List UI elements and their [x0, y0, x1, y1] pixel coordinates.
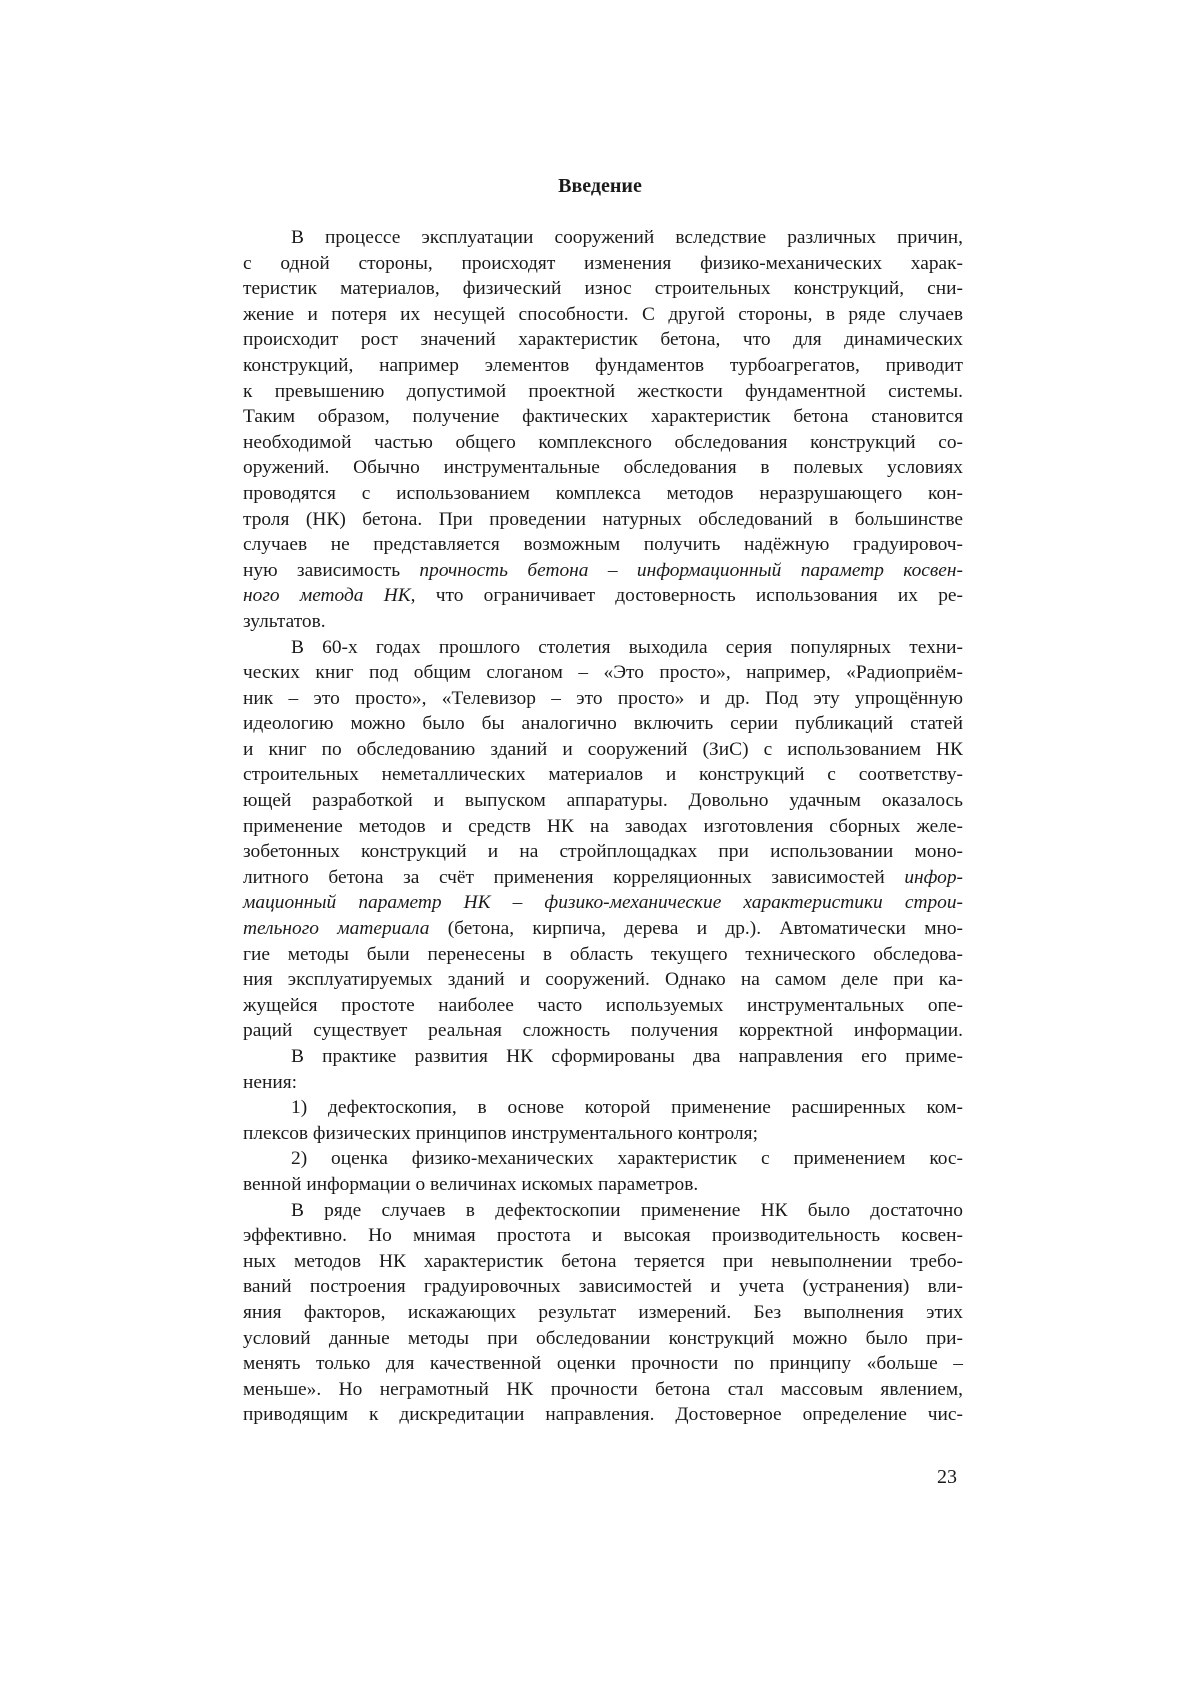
text-line: условий данные методы при обследовании конструкций можно было при- [243, 1327, 963, 1349]
text-line: ющей разработкой и выпуском аппаратуры. Довольно удачным оказалось [243, 790, 963, 812]
italic-text-run: тельного материала [243, 918, 430, 940]
text-line: эффективно. Но мнимая простота и высокая производительность косвен- [243, 1225, 963, 1247]
text-run: (бетона, кирпича, дерева и др.). Автоматически мно- [429, 918, 963, 940]
text-line: к превышению допустимой проектной жесткости фундаментной системы. [243, 380, 963, 402]
text-line: ния эксплуатируемых зданий и сооружений. Однако на самом деле при ка- [243, 969, 963, 991]
text-line: ческих книг под общим слоганом – «Это просто», например, «Радиоприём- [243, 662, 963, 684]
text-line [243, 916, 963, 942]
body-text [243, 225, 963, 1428]
text-line: жение и потеря их несущей способности. С другой стороны, в ряде случаев [243, 303, 963, 325]
text-line: зультатов. [243, 610, 326, 632]
text-line: приводящим к дискредитации направления. Достоверное определение чис- [243, 1404, 963, 1426]
text-run: ную зависимость [243, 559, 420, 581]
text-line: конструкций, например элементов фундаментов турбоагрегатов, приводит [243, 354, 963, 376]
text-line: яния факторов, искажающих результат измерений. Без выполнения этих [243, 1301, 963, 1323]
text-line: плексов физических принципов инструментального контроля; [243, 1122, 758, 1144]
text-line: В процессе эксплуатации сооружений вследствие различных причин, [291, 227, 963, 248]
text-line: строительных неметаллических материалов и конструкций с соответству- [243, 764, 963, 786]
text-line: проводятся с использованием комплекса методов неразрушающего кон- [243, 482, 963, 504]
italic-text-run: мационный параметр НК – физико-механические характеристики строи- [243, 892, 963, 914]
text-line [243, 890, 963, 916]
text-line: меньше». Но неграмотный НК прочности бетона стал массовым явлением, [243, 1378, 963, 1400]
text-line: гие методы были перенесены в область текущего технического обследова- [243, 943, 963, 965]
italic-text-run: прочность бетона – информационный параметр косвен- [419, 559, 963, 581]
text-run: , что ограничивает достоверность использования их ре- [410, 585, 963, 607]
text-line: жущейся простоте наиболее часто используемых инструментальных опе- [243, 994, 963, 1016]
text-line: зобетонных конструкций и на стройплощадках при использовании моно- [243, 841, 963, 863]
text-line: происходит рост значений характеристик бетона, что для динамических [243, 329, 963, 351]
text-line: венной информации о величинах искомых параметров. [243, 1173, 699, 1195]
text-line [243, 558, 963, 584]
section-heading: Введение [558, 175, 642, 197]
text-line: В ряде случаев в дефектоскопии применение НК было достаточно [291, 1199, 963, 1221]
text-line: В 60-х годах прошлого столетия выходила серия популярных техни- [291, 636, 963, 658]
page-number: 23 [937, 1466, 957, 1488]
text-run: литного бетона за счёт применения корреляционных зависимостей [243, 866, 905, 888]
text-line: 1) дефектоскопия, в основе которой применение расширенных ком- [291, 1097, 963, 1119]
text-line: нения: [243, 1071, 298, 1093]
text-line: В практике развития НК сформированы два направления его приме- [291, 1046, 963, 1067]
text-line [243, 865, 963, 891]
italic-text-run: ного метода НК [243, 585, 411, 607]
text-line: Таким образом, получение фактических характеристик бетона становится [243, 406, 963, 428]
text-line: 2) оценка физико-механических характеристик с применением кос- [291, 1148, 963, 1170]
text-line: раций существует реальная сложность получения корректной информации. [243, 1020, 963, 1042]
text-line: с одной стороны, происходят изменения физико-механических харак- [243, 252, 963, 274]
text-line: ных методов НК характеристик бетона теряется при невыполнении требо- [243, 1250, 963, 1272]
text-line: применение методов и средств НК на заводах изготовления сборных желе- [243, 815, 963, 837]
text-line: теристик материалов, физический износ строительных конструкций, сни- [243, 278, 963, 300]
text-line: менять только для качественной оценки прочности по принципу «больше – [243, 1353, 963, 1375]
text-line [243, 583, 963, 609]
text-line: ник – это просто», «Телевизор – это просто» и др. Под эту упрощённую [243, 687, 963, 709]
text-line: необходимой частью общего комплексного обследования конструкций со- [243, 431, 963, 453]
text-line: случаев не представляется возможным получить надёжную градуировоч- [243, 534, 963, 556]
text-line: ваний построения градуировочных зависимостей и учета (устранения) вли- [243, 1276, 963, 1298]
text-line: идеологию можно было бы аналогично включить серии публикаций статей [243, 713, 963, 735]
text-line: троля (НК) бетона. При проведении натурных обследований в большинстве [243, 508, 963, 530]
text-line: оружений. Обычно инструментальные обследования в полевых условиях [243, 457, 963, 479]
text-line: и книг по обследованию зданий и сооружений (ЗиС) с использованием НК [243, 738, 963, 760]
italic-text-run: инфор- [904, 866, 963, 888]
